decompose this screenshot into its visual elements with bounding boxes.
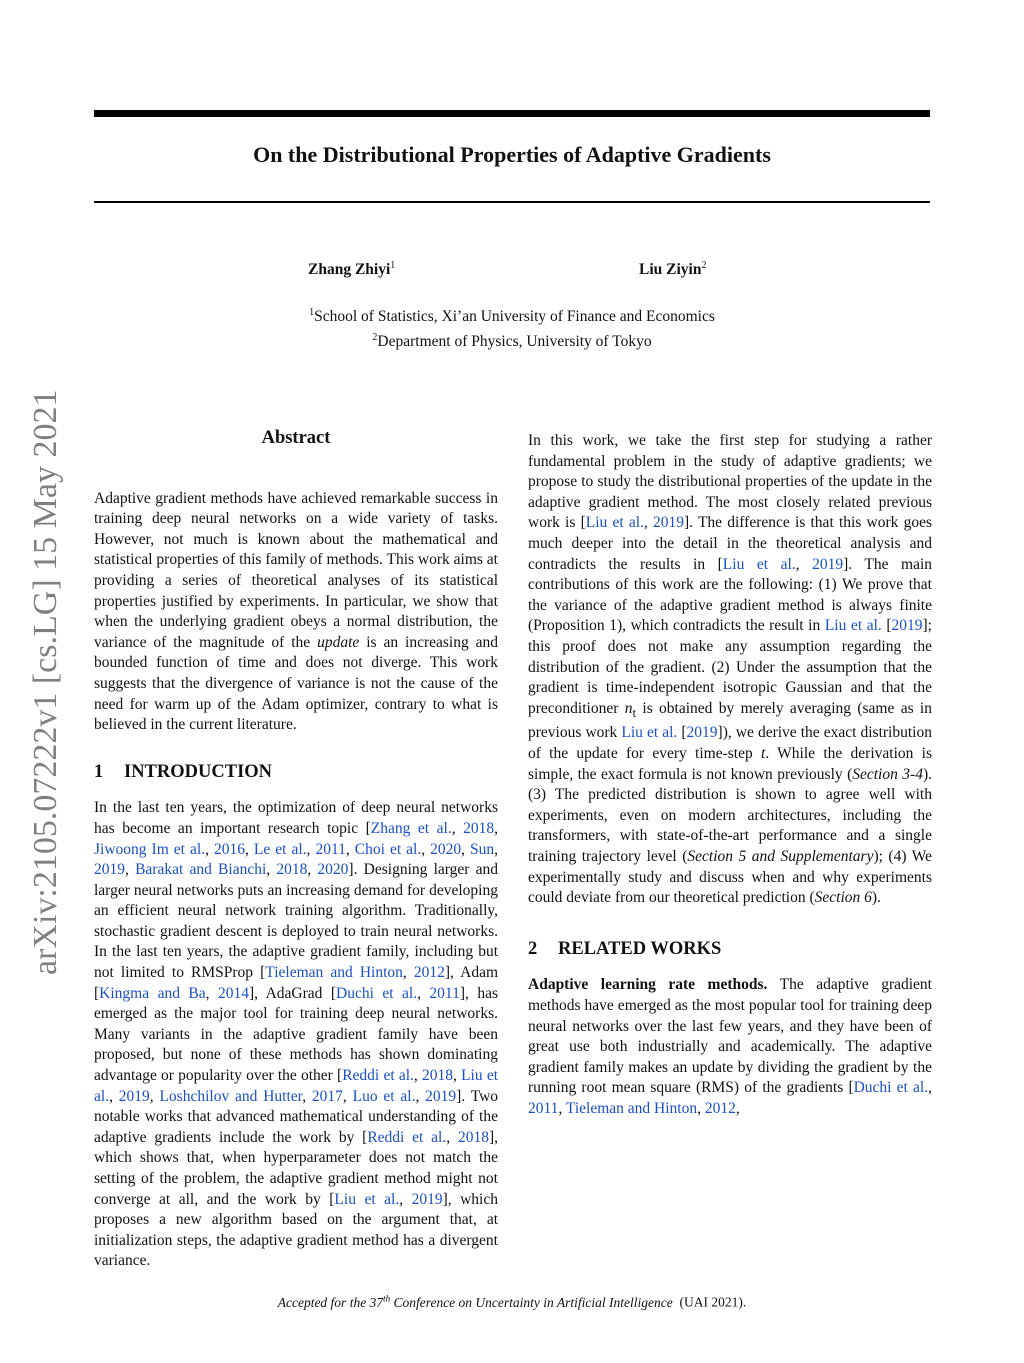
text-run: ]. Two notable works that advanced mathematical understanding of the adaptive gradients include the work by [ — [94, 1087, 499, 1146]
citation-link[interactable]: 2019 — [94, 861, 125, 879]
citation-link[interactable]: 2018 — [463, 819, 495, 837]
citation-link[interactable]: 2019 — [425, 1087, 457, 1105]
citation-link[interactable]: Duchi et al. — [336, 984, 418, 1002]
text-run: , — [125, 861, 136, 879]
text-run: , — [494, 819, 499, 837]
text-run: , — [735, 1099, 740, 1117]
citation-link[interactable]: 2018 — [422, 1067, 453, 1085]
citation-link[interactable]: Tieleman and Hinton — [565, 1099, 698, 1117]
citation-link[interactable]: Liu et al. — [585, 514, 644, 532]
citation-link[interactable]: 2019 — [118, 1087, 150, 1105]
math-or-emphasis: Section 6 — [814, 889, 872, 907]
citation-link[interactable]: 2018 — [457, 1128, 489, 1146]
text-run: ]), we derive the exact distribution of the update for every time-step — [528, 724, 932, 762]
text-run: , — [643, 514, 653, 532]
paper-title: On the Distributional Properties of Adaptive Gradients — [253, 142, 771, 167]
text-run: , — [345, 840, 355, 858]
citation-link[interactable]: 2019 — [686, 724, 718, 742]
top-rule — [94, 110, 930, 117]
section-title: INTRODUCTION — [124, 761, 273, 782]
section-heading-related-works — [528, 939, 932, 960]
text-run: , — [453, 1067, 462, 1085]
affiliation-text: Department of Physics, University of Tokyo — [377, 333, 652, 351]
citation-link[interactable]: Jiwoong Im et al. — [94, 840, 206, 858]
author-1 — [308, 260, 395, 279]
text-run: ]. The difference is that this work goes much deeper into the detail in the theoretical analysis and contradicts the results in [ — [528, 514, 932, 573]
citation-link[interactable]: Reddi et al. — [367, 1128, 447, 1146]
citation-link[interactable]: 2019 — [891, 617, 923, 635]
text-run: ], has emerged as the major tool for training deep neural networks. Many variants in the adaptive gradient family have been proposed, but none of these methods has shown dominating advantage or popularity over the other [ — [94, 984, 499, 1085]
text-run: is obtained by merely averaging (same as in previous work — [528, 699, 932, 742]
text-run: , — [413, 1067, 422, 1085]
affiliation-2 — [94, 327, 930, 352]
citation-link[interactable]: 2019 — [411, 1190, 443, 1208]
text-run: , — [399, 1190, 412, 1208]
author-mark: 2 — [701, 260, 707, 271]
citation-link[interactable]: 2011 — [528, 1099, 559, 1117]
math-or-emphasis: t — [761, 745, 766, 762]
text-run: , — [402, 964, 414, 982]
author-name: Liu Ziyin — [639, 261, 702, 279]
abstract-title: Abstract — [261, 428, 331, 448]
affiliations — [94, 302, 930, 352]
text-run: . While the derivation is simple, the exact formula is not known previously ( — [528, 745, 932, 783]
text-run: ], Adam [ — [94, 964, 499, 1002]
text-run: , — [417, 984, 430, 1002]
citation-link[interactable]: 2012 — [704, 1099, 736, 1117]
text-run: ]; this proof does not make any assumption regarding the distribution of the gradient. (2) Under the assumption that the gradient is time-independent isotropic Gaussian and that the preconditioner — [528, 617, 932, 717]
intro-paragraph-1 — [94, 798, 498, 1272]
author-2 — [639, 260, 706, 279]
abstract-text: Adaptive gradient methods have achieved remarkable success in training deep neural networks on a wide variety of tasks. However, not much is known about the mathematical and statistical properties of this family of methods. This work aims at providing a series of theoretical analyses of its statistical properties justified by experiments. In particular, we show that when the underlying gradient obeys a normal distribution, the variance of the magnitude of the — [94, 489, 498, 651]
run-in-heading: Adaptive learning rate methods. — [528, 976, 768, 994]
footer-sup: th — [383, 1293, 391, 1303]
math-or-emphasis: t — [632, 704, 637, 720]
citation-link[interactable]: Zhang et al. — [370, 819, 452, 837]
left-column — [94, 428, 498, 1282]
section-title: RELATED WORKS — [558, 938, 722, 959]
text-run: [ — [677, 724, 687, 742]
footer-text: Accepted for the 37 — [277, 1294, 384, 1310]
citation-link[interactable]: 2018 — [276, 861, 308, 879]
text-run: ]. Designing larger and larger neural networks puts an increasing demand for developing an efficient neural network training algorithm. Traditionally, stochastic gradient descent is deployed to train neural networks. In the last ten years, the adaptive gradient family, including but not limited to RMSProp [ — [94, 861, 499, 982]
citation-link[interactable]: Sun — [470, 840, 495, 858]
text-run: , — [302, 1087, 312, 1105]
citation-link[interactable]: Barakat and Bianchi — [135, 861, 267, 879]
citation-link[interactable]: 2016 — [213, 840, 245, 858]
citation-link[interactable]: 2014 — [217, 984, 249, 1002]
citation-link[interactable]: Liu et al. — [824, 617, 882, 635]
right-column — [528, 431, 932, 1130]
citation-link[interactable]: Choi et al. — [354, 840, 422, 858]
author-name: Zhang Zhiyi — [308, 261, 391, 279]
text-run: , — [307, 861, 318, 879]
text-run: , — [558, 1099, 566, 1117]
citation-link[interactable]: Loshchilov and Hutter — [159, 1087, 303, 1105]
abstract-body — [94, 489, 498, 736]
affiliation-mark: 1 — [309, 307, 315, 318]
text-run: , — [109, 1087, 119, 1105]
citation-link[interactable]: Luo et al. — [352, 1087, 416, 1105]
citation-link[interactable]: 2020 — [317, 861, 349, 879]
text-run: ); (4) We experimentally study and discuss when and why experiments could deviate from our theoretical prediction ( — [528, 847, 932, 907]
text-run: , — [697, 1099, 705, 1117]
text-run: In the last ten years, the optimization of deep neural networks has become an important research topic [ — [94, 799, 498, 837]
citation-link[interactable]: Reddi et al. — [342, 1067, 414, 1085]
text-run: ]. The main contributions of this work are the following: (1) We prove that the variance of the adaptive gradient method is always finite (Proposition 1), which contradicts the result in — [528, 555, 933, 635]
citation-link[interactable]: 2017 — [311, 1087, 343, 1105]
section-number: 1 — [94, 761, 104, 782]
text-run: , — [205, 840, 214, 858]
title-rule — [94, 201, 930, 203]
conference-footer — [94, 1293, 930, 1311]
math-or-emphasis: n — [624, 699, 633, 717]
text-run: ). — [871, 889, 881, 907]
citation-link[interactable]: Liu et al. — [722, 555, 796, 573]
citation-link[interactable]: Tieleman and Hinton — [265, 964, 403, 982]
text-run: , — [451, 819, 464, 837]
citation-link[interactable]: 2011 — [315, 840, 346, 858]
text-run: , — [306, 840, 316, 858]
affiliation-mark: 2 — [372, 332, 378, 344]
abstract-text: is an increasing and bounded function of time and does not diverge. This work suggests that the divergence of variance is not the cause of the need for warm up of the Adam optimizer, contrary to what is believed in the current literature. — [94, 633, 498, 734]
affiliation-1 — [94, 302, 930, 327]
section-number: 2 — [528, 938, 538, 959]
text-run: , — [205, 984, 218, 1002]
citation-link[interactable]: 2019 — [812, 555, 844, 573]
text-run: The adaptive gradient methods have emerged as the most popular tool for training deep neural networks over the last few years, and they have been of great use both industrially and academically. The adaptive gradient family makes an update by dividing the gradient by the running root mean square (RMS) of the gradients [ — [528, 976, 932, 1097]
citation-link[interactable]: Kingma and Ba — [99, 984, 206, 1002]
citation-link[interactable]: Le et al. — [253, 840, 307, 858]
text-run: ], which shows that, when hyperparameter does not match the setting of the problem, the adaptive gradient method might not converge at all, and the work by [ — [94, 1128, 498, 1208]
text-run: [ — [881, 617, 892, 635]
text-run: , — [795, 555, 813, 573]
text-run: , — [342, 1087, 353, 1105]
footer-text: Conference on Uncertainty in Artificial Intelligence — [390, 1294, 673, 1310]
citation-link[interactable]: 2012 — [413, 964, 445, 982]
citation-link[interactable]: 2019 — [653, 514, 684, 532]
citation-link[interactable]: 2011 — [429, 984, 460, 1002]
arxiv-stamp: arXiv:2105.07222v1 [cs.LG] 15 May 2021 — [27, 389, 64, 975]
text-run: ], AdaGrad [ — [248, 984, 337, 1002]
related-paragraph-1 — [528, 975, 932, 1119]
footer-acceptance — [278, 1295, 673, 1310]
footer-venue: (UAI 2021). — [679, 1294, 747, 1310]
section-heading-introduction — [94, 762, 498, 783]
citation-link[interactable]: 2020 — [430, 840, 462, 858]
text-run: , — [494, 840, 499, 858]
text-run: In this work, we take the first step for studying a rather fundamental problem in the study of adaptive gradients; we propose to study the distributional properties of the update in the adaptive gradient method. The most closely related previous work is [ — [528, 432, 932, 532]
text-run: ). (3) The predicted distribution is shown to agree well with experiments, even on modern architectures, including the transformers, with state-of-the-art performance and a single training trajectory level ( — [528, 765, 932, 865]
math-or-emphasis: Section 5 and Supplementary — [687, 847, 874, 865]
citation-link[interactable]: Liu et al. — [621, 724, 678, 742]
citation-link[interactable]: Liu et al. — [334, 1190, 400, 1208]
text-run: , — [149, 1087, 160, 1105]
author-mark: 1 — [390, 260, 396, 271]
text-run: ], which proposes a new algorithm based on the argument that, at initialization steps, the adaptive gradient method has a divergent variance. — [94, 1190, 498, 1270]
intro-paragraph-2 — [528, 431, 932, 909]
math-or-emphasis: Section 3-4 — [852, 765, 923, 783]
text-run: , — [928, 1079, 932, 1097]
citation-link[interactable]: Liu et al. — [94, 1067, 499, 1105]
text-run: , — [461, 840, 471, 858]
text-run: , — [446, 1128, 458, 1146]
related-text — [528, 976, 932, 1117]
abstract-emphasis: update — [317, 633, 360, 651]
affiliation-text: School of Statistics, Xi’an University of Finance and Economics — [314, 308, 715, 326]
text-run: , — [244, 840, 254, 858]
text-run: , — [266, 861, 277, 879]
text-run: , — [421, 840, 431, 858]
citation-link[interactable]: Duchi et al. — [853, 1079, 929, 1097]
text-run: , — [415, 1087, 426, 1105]
